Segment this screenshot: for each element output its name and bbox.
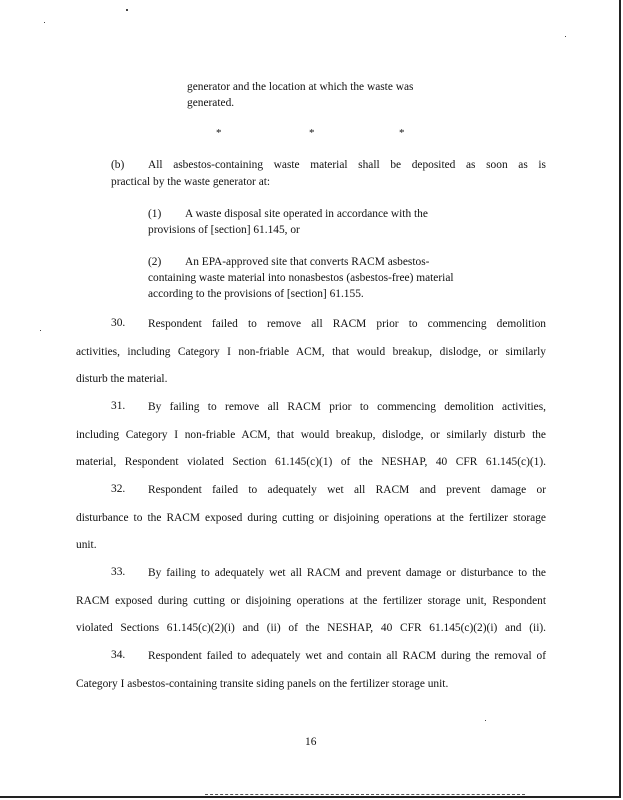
scan-artifact-rule xyxy=(205,794,525,797)
paragraph-line: activities, including Category I non-friable ACM, that would breakup, dislodge, or similarly xyxy=(76,346,546,358)
scan-speck xyxy=(40,330,41,331)
paragraph-line: disturb the material. xyxy=(76,373,168,385)
item-text: according to the provisions of [section] 61.155. xyxy=(148,288,364,300)
quote-line: generated. xyxy=(187,97,235,109)
subsection-text: practical by the waste generator at: xyxy=(111,176,271,188)
paragraph-line: By failing to adequately wet all RACM and prevent damage or disturbance to the xyxy=(148,567,546,579)
paragraph-line: RACM exposed during cutting or disjoining operations at the fertilizer storage unit, Respondent xyxy=(76,595,546,607)
item-text: containing waste material into nonasbestos (asbestos-free) material xyxy=(148,272,454,284)
paragraph-line: material, Respondent violated Section 61.145(c)(1) of the NESHAP, 40 CFR 61.145(c)(1). xyxy=(76,456,546,468)
scan-speck xyxy=(126,9,128,11)
ellipsis-star: * xyxy=(309,127,315,139)
paragraph-line: Respondent failed to adequately wet all RACM and prevent damage or xyxy=(148,484,546,496)
paragraph-line: Respondent failed to remove all RACM prior to commencing demolition xyxy=(148,318,546,330)
paragraph-line: violated Sections 61.145(c)(2)(i) and (ii) of the NESHAP, 40 CFR 61.145(c)(2)(i) and (ii). xyxy=(76,622,546,634)
paragraph-number: 32. xyxy=(111,483,126,495)
paragraph-number: 30. xyxy=(111,317,126,329)
paragraph-number: 33. xyxy=(111,566,126,578)
item-label: (2) xyxy=(148,256,162,268)
quote-line: generator and the location at which the waste was xyxy=(187,81,414,93)
scan-speck xyxy=(485,720,486,721)
item-label: (1) xyxy=(148,208,162,220)
paragraph-number: 34. xyxy=(111,649,126,661)
paragraph-line: unit. xyxy=(76,539,97,551)
paragraph-line: Respondent failed to adequately wet and contain all RACM during the removal of xyxy=(148,650,546,662)
item-text: A waste disposal site operated in accordance with the xyxy=(185,208,428,220)
item-text: An EPA-approved site that converts RACM asbestos- xyxy=(185,256,430,268)
paragraph-line: disturbance to the RACM exposed during cutting or disjoining operations at the fertilizer storage xyxy=(76,512,546,524)
ellipsis-star: * xyxy=(216,127,222,139)
paragraph-line: By failing to remove all RACM prior to commencing demolition activities, xyxy=(148,401,546,413)
ellipsis-star: * xyxy=(399,127,405,139)
paragraph-number: 31. xyxy=(111,400,126,412)
paragraph-line: including Category I non-friable ACM, that would breakup, dislodge, or similarly disturb the xyxy=(76,429,546,441)
paragraph-line: Category I asbestos-containing transite siding panels on the fertilizer storage unit. xyxy=(76,678,449,690)
page-number: 16 xyxy=(305,736,317,748)
scan-speck xyxy=(44,22,45,23)
scan-speck xyxy=(565,36,566,37)
subsection-label: (b) xyxy=(111,159,125,171)
subsection-text: All asbestos-containing waste material shall be deposited as soon as is xyxy=(148,159,546,171)
item-text: provisions of [section] 61.145, or xyxy=(148,224,300,236)
